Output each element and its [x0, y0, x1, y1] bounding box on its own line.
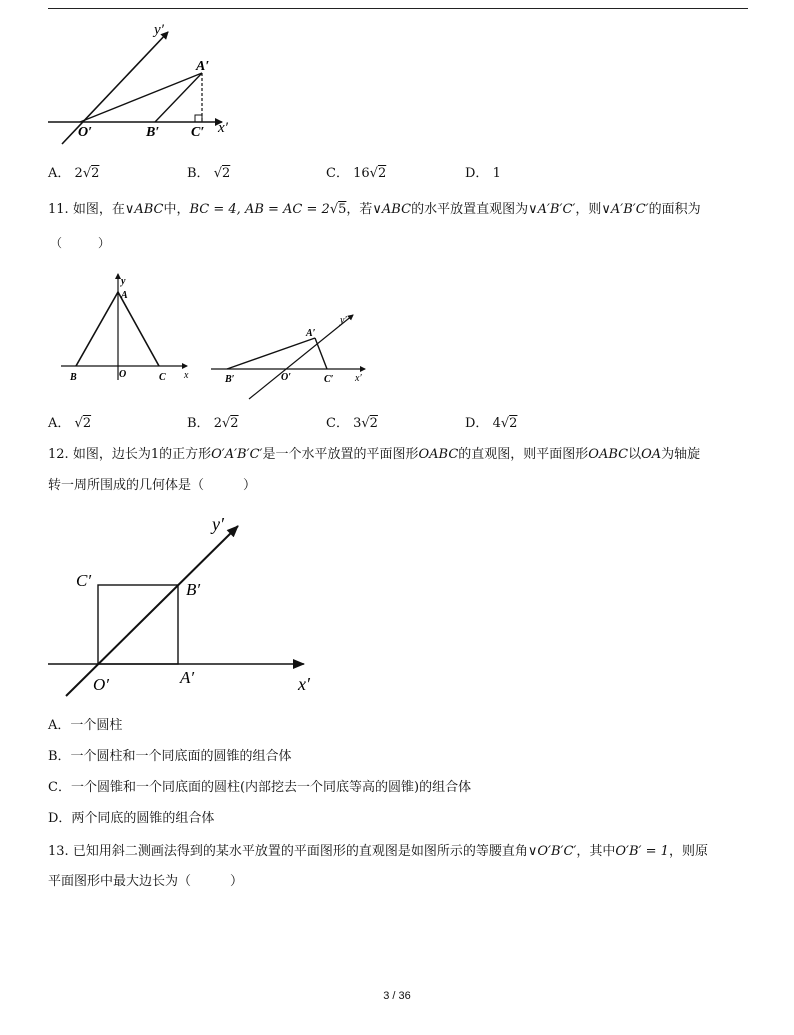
q10-option-c[interactable]: C． 16√2	[326, 166, 387, 181]
label-a: A	[121, 290, 128, 301]
q10-option-b[interactable]: B． √2	[187, 166, 231, 181]
q11-paren: （ ）	[50, 236, 111, 250]
y-axis	[66, 526, 238, 696]
q11-option-a[interactable]: A． √2	[48, 416, 92, 431]
segment-ba	[227, 338, 315, 369]
label-o: O′	[281, 372, 292, 383]
figure-q11-oblique	[205, 305, 385, 400]
label-c: C	[159, 372, 166, 383]
figure-q10-oblique	[40, 18, 270, 148]
label-x: x′	[355, 373, 362, 384]
label-b: B	[70, 372, 77, 383]
label-b: B′	[225, 374, 235, 385]
q10-option-a[interactable]: A． 2√2	[48, 166, 100, 181]
y-axis	[249, 315, 353, 399]
q10-option-d[interactable]: D． 1	[465, 166, 501, 181]
label-o: O′	[93, 675, 109, 694]
label-y: y	[121, 276, 126, 287]
right-angle-mark	[195, 115, 202, 122]
figure-q11-original	[55, 270, 200, 390]
figure-q12-square	[40, 508, 340, 698]
q12-option-c[interactable]: C．一个圆锥和一个同底面的圆柱(内部挖去一个同底等高的圆锥)的组合体	[48, 780, 472, 795]
q11-options	[0, 412, 794, 432]
label-b: B′	[186, 580, 201, 599]
q11-option-d[interactable]: D． 4√2	[465, 416, 518, 431]
q12-option-b[interactable]: B．一个圆柱和一个同底面的圆锥的组合体	[48, 749, 292, 764]
label-a: A′	[196, 59, 210, 74]
q12-option-a[interactable]: A．一个圆柱	[48, 718, 123, 733]
label-o: O	[119, 369, 127, 380]
q11-option-c[interactable]: C． 3√2	[326, 416, 378, 431]
segment-oa	[80, 73, 202, 122]
label-c: C′	[191, 125, 205, 140]
label-a: A′	[180, 668, 195, 687]
label-x: x	[184, 370, 189, 381]
label-a: A′	[306, 328, 316, 339]
label-y: y′	[154, 22, 164, 38]
page-number: 3 / 36	[383, 990, 411, 1002]
q11-stem: 11. 如图，在∨ABC中，BC = 4, AB = AC = 2√5，若∨ABC的水平放置直观图为∨A′B′C′，则∨A′B′C′的面积为	[48, 202, 701, 217]
header-rule	[48, 8, 748, 9]
q12-stem-line2: 转一周所围成的几何体是（ ）	[48, 478, 257, 493]
q10-options	[0, 162, 794, 182]
label-y: y′	[212, 514, 224, 534]
label-b: B′	[146, 125, 160, 140]
label-x: x′	[218, 120, 228, 136]
q12-stem-line1: 12. 如图，边长为1的正方形O′A′B′C′是一个水平放置的平面图形OABC的直观图，则平面图形OABC以OA为轴旋	[48, 447, 701, 462]
label-o: O′	[78, 125, 93, 140]
label-y: y′	[340, 315, 347, 326]
q13-stem-line1: 13. 已知用斜二测画法得到的某水平放置的平面图形的直观图是如图所示的等腰直角∨O′B′C′，其中O′B′ = 1，则原	[48, 844, 708, 859]
label-c: C′	[76, 571, 92, 590]
q12-option-d[interactable]: D．两个同底的圆锥的组合体	[48, 811, 215, 826]
label-x: x′	[298, 674, 310, 694]
segment-ac	[315, 338, 327, 369]
label-c: C′	[324, 374, 334, 385]
q13-stem-line2: 平面图形中最大边长为（ ）	[48, 874, 244, 889]
q11-option-b[interactable]: B． 2√2	[187, 416, 239, 431]
